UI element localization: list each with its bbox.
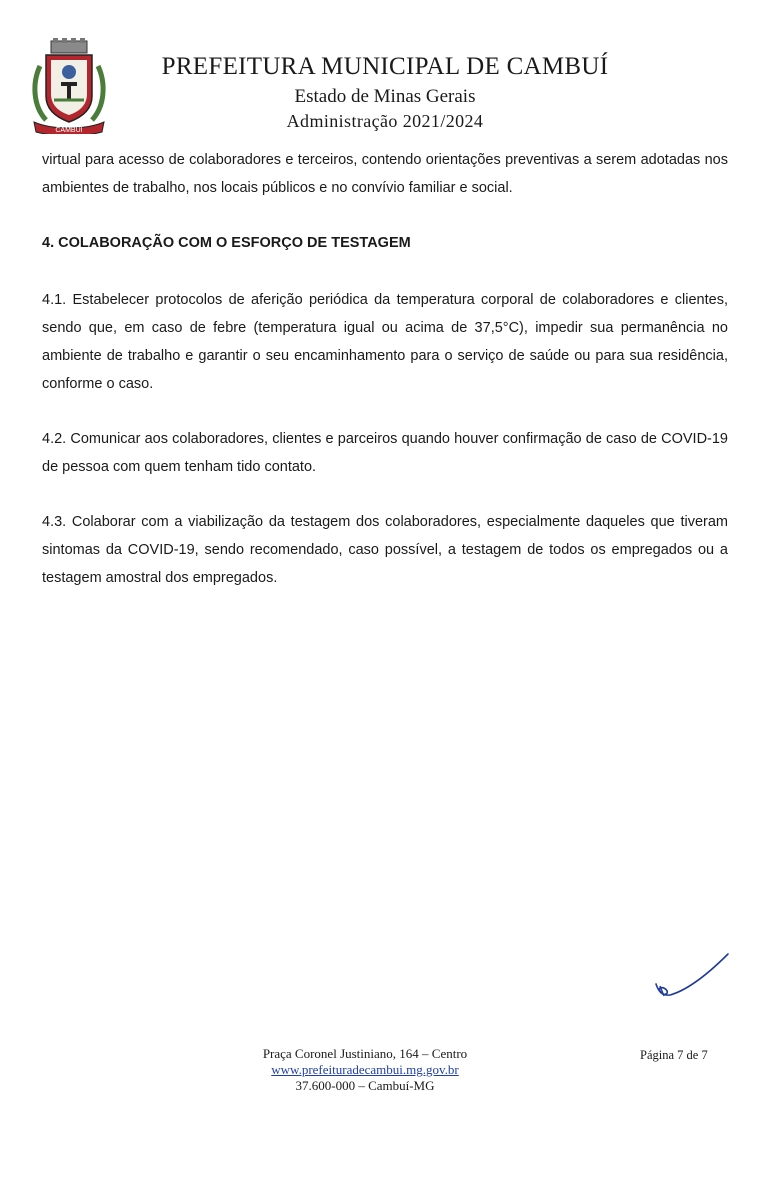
letterhead bbox=[0, 0, 768, 140]
administration-period: Administração 2021/2024 bbox=[286, 111, 484, 131]
item-4-3: 4.3. Colaborar com a viabilização da testagem dos colaboradores, especialmente daqueles que tiveram sintomas da COVID-19, sendo recomendado, caso possível, a testagem de todos os empregados ou a testagem amostral dos empregados. bbox=[42, 514, 728, 586]
municipal-crest-icon bbox=[24, 38, 114, 134]
municipality-title: PREFEITURA MUNICIPAL DE CAMBUÍ bbox=[161, 53, 609, 80]
website-link[interactable]: www.prefeituradecambui.mg.gov.br bbox=[271, 1062, 459, 1077]
item-4-1: 4.1. Estabelecer protocolos de aferição periódica da temperatura corporal de colaboradores e clientes, sendo que, em caso de febre (temperatura igual ou acima de 37,5°C), impedir sua permanência no ambiente de trabalho e garantir o seu encaminhamento para o serviço de saúde ou para sua residência, conforme o caso. bbox=[42, 292, 728, 392]
footer-postal: 37.600-000 – Cambuí-MG bbox=[295, 1078, 435, 1093]
state-name: Estado de Minas Gerais bbox=[294, 86, 476, 107]
section-heading: 4. COLABORAÇÃO COM O ESFORÇO DE TESTAGEM bbox=[42, 235, 411, 251]
signature-mark-icon bbox=[648, 950, 732, 1006]
letterhead-text bbox=[120, 52, 650, 133]
crest-ribbon-text: CAMBUÍ bbox=[55, 127, 83, 134]
continuation-paragraph: virtual para acesso de colaboradores e terceiros, contendo orientações preventivas a serem adotadas nos ambientes de trabalho, nos locais públicos e no convívio familiar e social. bbox=[42, 152, 728, 196]
footer-address: Praça Coronel Justiniano, 164 – Centro bbox=[262, 1046, 468, 1061]
item-4-2: 4.2. Comunicar aos colaboradores, clientes e parceiros quando houver confirmação de caso de COVID-19 de pessoa com quem tenham tido contato. bbox=[42, 431, 728, 475]
page-number: Página 7 de 7 bbox=[640, 1048, 708, 1062]
footer bbox=[160, 1046, 570, 1094]
